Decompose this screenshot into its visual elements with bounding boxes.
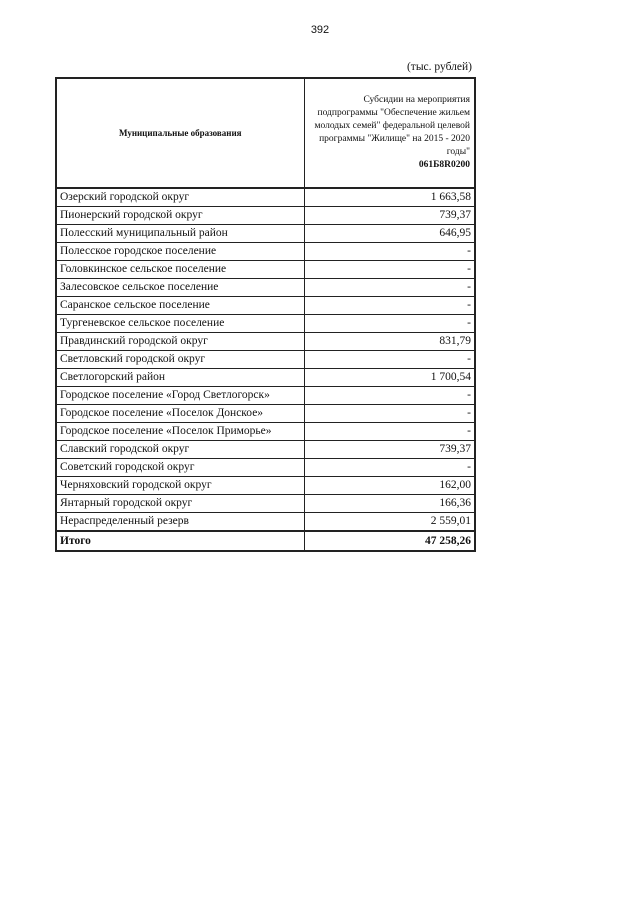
municipality-name: Пионерский городской округ bbox=[56, 207, 304, 225]
municipality-name: Озерский городской округ bbox=[56, 188, 304, 207]
subsidy-value: 739,37 bbox=[304, 441, 475, 459]
municipality-name: Залесовское сельское поселение bbox=[56, 279, 304, 297]
municipality-name: Городское поселение «Поселок Приморье» bbox=[56, 423, 304, 441]
subsidy-value: 1 700,54 bbox=[304, 369, 475, 387]
table-row bbox=[56, 225, 475, 243]
table-row bbox=[56, 387, 475, 405]
units-label: (тыс. рублей) bbox=[406, 61, 472, 73]
table-row bbox=[56, 369, 475, 387]
subsidy-value: 166,36 bbox=[304, 495, 475, 513]
total-value: 47 258,26 bbox=[304, 531, 475, 551]
municipality-name: Светлогорский район bbox=[56, 369, 304, 387]
table-row bbox=[56, 495, 475, 513]
table-row bbox=[56, 441, 475, 459]
table-row bbox=[56, 261, 475, 279]
table-row bbox=[56, 477, 475, 495]
municipality-name: Городское поселение «Поселок Донское» bbox=[56, 405, 304, 423]
municipality-name: Советский городской округ bbox=[56, 459, 304, 477]
subsidy-value: - bbox=[304, 279, 475, 297]
subsidy-value: 646,95 bbox=[304, 225, 475, 243]
subsidy-table bbox=[55, 77, 476, 552]
page-number: 392 bbox=[310, 24, 330, 36]
municipality-name: Славский городской округ bbox=[56, 441, 304, 459]
subsidy-value: 162,00 bbox=[304, 477, 475, 495]
subsidy-value: 1 663,58 bbox=[304, 188, 475, 207]
municipality-name: Правдинский городской округ bbox=[56, 333, 304, 351]
municipality-name: Городское поселение «Город Светлогорск» bbox=[56, 387, 304, 405]
table-row bbox=[56, 405, 475, 423]
municipality-name: Саранское сельское поселение bbox=[56, 297, 304, 315]
table-row bbox=[56, 333, 475, 351]
subsidy-value: - bbox=[304, 351, 475, 369]
subsidy-value: 739,37 bbox=[304, 207, 475, 225]
subsidy-value: - bbox=[304, 243, 475, 261]
total-row bbox=[56, 531, 475, 551]
table-row bbox=[56, 423, 475, 441]
header-municipalities: Муниципальные образования bbox=[56, 78, 304, 188]
table-row bbox=[56, 243, 475, 261]
total-label: Итого bbox=[56, 531, 304, 551]
table-row bbox=[56, 459, 475, 477]
subsidy-value: - bbox=[304, 297, 475, 315]
municipality-name: Полесское городское поселение bbox=[56, 243, 304, 261]
table-row bbox=[56, 188, 475, 207]
table-row bbox=[56, 297, 475, 315]
table-row bbox=[56, 207, 475, 225]
municipality-name: Нераспределенный резерв bbox=[56, 513, 304, 532]
header-subsidy bbox=[304, 78, 475, 188]
subsidy-value: - bbox=[304, 261, 475, 279]
header-subsidy-code: 061Б8R0200 bbox=[418, 160, 470, 170]
table-row bbox=[56, 279, 475, 297]
header-subsidy-text: Субсидии на мероприятия подпрограммы "Обеспечение жильем молодых семей" федеральной целевой программы "Жилище" на 2015 - 2020 годы" bbox=[314, 95, 470, 157]
table-row bbox=[56, 513, 475, 532]
table-row bbox=[56, 315, 475, 333]
municipality-name: Янтарный городской округ bbox=[56, 495, 304, 513]
subsidy-value: 2 559,01 bbox=[304, 513, 475, 532]
subsidy-value: - bbox=[304, 387, 475, 405]
subsidy-value: - bbox=[304, 315, 475, 333]
table-row bbox=[56, 351, 475, 369]
municipality-name: Полесский муниципальный район bbox=[56, 225, 304, 243]
municipality-name: Черняховский городской округ bbox=[56, 477, 304, 495]
municipality-name: Тургеневское сельское поселение bbox=[56, 315, 304, 333]
table-header-row bbox=[56, 78, 475, 188]
subsidy-value: - bbox=[304, 405, 475, 423]
subsidy-value: - bbox=[304, 423, 475, 441]
subsidy-value: 831,79 bbox=[304, 333, 475, 351]
subsidy-value: - bbox=[304, 459, 475, 477]
municipality-name: Головкинское сельское поселение bbox=[56, 261, 304, 279]
municipality-name: Светловский городской округ bbox=[56, 351, 304, 369]
